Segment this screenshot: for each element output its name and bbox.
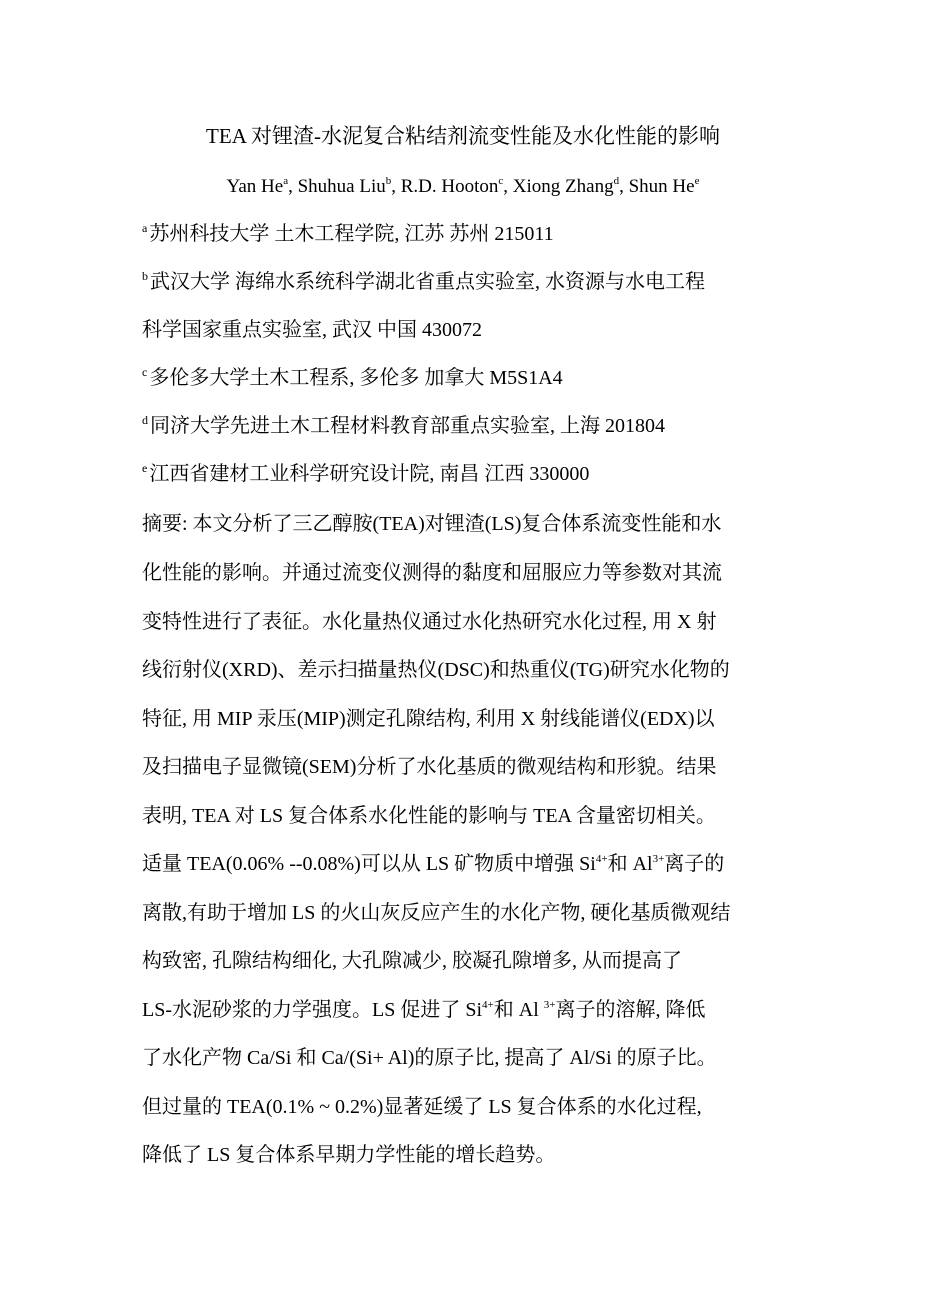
abstract-line: 了水化产物 Ca/Si 和 Ca/(Si+ Al)的原子比, 提高了 Al/Si 的原子比。 — [142, 1047, 717, 1069]
affiliation-e — [142, 462, 589, 486]
abstract-line: 但过量的 TEA(0.1% ~ 0.2%)显著延缓了 LS 复合体系的水化过程, — [142, 1096, 702, 1118]
charge-superscript: 3+ — [652, 853, 665, 865]
abstract-line: LS-水泥砂浆的力学强度。LS 促进了 $Si^{4+}$和 Al $^{3+}$离子的溶解, 降低 — [142, 999, 706, 1021]
affiliation-mark: d — [142, 413, 148, 427]
abstract-line: 化性能的影响。并通过流变仪测得的黏度和屈服应力等参数对其流 — [142, 562, 722, 584]
paper-title: TEA 对锂渣-水泥复合粘结剂流变性能及水化性能的影响 — [206, 124, 720, 148]
abstract-line: 线衍射仪(XRD)、差示扫描量热仪(DSC)和热重仪(TG)研究水化物的 — [142, 659, 730, 681]
affiliation-mark: b — [142, 269, 148, 283]
affiliation-d — [142, 414, 665, 438]
charge-superscript: 4+ — [482, 999, 494, 1011]
affiliation-mark: c — [142, 365, 148, 379]
author-list: Yan He$^a$, Shuhua Liu$^b$, R.D. Hooton$^c$, Xiong Zhang$^d$, Shun He$^e$ — [226, 175, 700, 197]
affiliation-text: 武汉大学 海绵水系统科学湖北省重点实验室, 水资源与水电工程 — [150, 271, 705, 293]
affiliation-text: 同济大学先进土木工程材料教育部重点实验室, 上海 201804 — [150, 415, 665, 437]
affiliation-text: 江西省建材工业科学研究设计院, 南昌 江西 330000 — [149, 463, 590, 485]
author-affiliation-mark: b — [385, 175, 392, 187]
affiliation-mark: e — [142, 461, 148, 475]
author-name: R.D. Hooton — [400, 176, 499, 197]
abstract-line: 构致密, 孔隙结构细化, 大孔隙减少, 胶凝孔隙增多, 从而提高了 — [142, 950, 682, 972]
affiliation-c — [142, 366, 563, 390]
abstract-line: 离散,有助于增加 LS 的火山灰反应产生的水化产物, 硬化基质微观结 — [142, 902, 731, 924]
abstract-line: 及扫描电子显微镜(SEM)分析了水化基质的微观结构和形貌。结果 — [142, 756, 717, 778]
abstract-line: 摘要: 本文分析了三乙醇胺(TEA)对锂渣(LS)复合体系流变性能和水 — [142, 513, 722, 535]
author-affiliation-mark: d — [613, 175, 620, 187]
charge-superscript: 3+ — [543, 999, 556, 1011]
author-name: Shuhua Liu — [297, 176, 386, 197]
abstract-line: 降低了 LS 复合体系早期力学性能的增长趋势。 — [142, 1144, 556, 1166]
author-affiliation-mark: c — [498, 175, 504, 187]
affiliation-text: 多伦多大学土木工程系, 多伦多 加拿大 M5S1A4 — [149, 367, 563, 389]
author-name: Shun He — [628, 176, 695, 197]
author-name: Yan He — [226, 176, 284, 197]
affiliation-a — [142, 222, 554, 246]
affiliation-b-continued: 科学国家重点实验室, 武汉 中国 430072 — [142, 319, 482, 341]
charge-superscript: 4+ — [595, 853, 608, 865]
author-name: Xiong Zhang — [512, 176, 614, 197]
abstract-line: 变特性进行了表征。水化量热仪通过水化热研究水化过程, 用 X 射 — [142, 611, 717, 633]
affiliation-text: 苏州科技大学 土木工程学院, 江苏 苏州 215011 — [149, 223, 554, 245]
affiliation-b — [142, 270, 705, 294]
abstract-line: 适量 TEA(0.06% --0.08%)可以从 LS 矿物质中增强 $Si^{4+}$和 $Al^{3+}$离子的 — [142, 853, 725, 875]
abstract-line: 特征, 用 MIP 汞压(MIP)测定孔隙结构, 利用 X 射线能谱仪(EDX)以 — [142, 708, 715, 730]
affiliation-mark: a — [142, 221, 148, 235]
author-affiliation-mark: e — [694, 175, 700, 187]
abstract-line: 表明, TEA 对 LS 复合体系水化性能的影响与 TEA 含量密切相关。 — [142, 805, 716, 827]
author-affiliation-mark: a — [283, 175, 289, 187]
